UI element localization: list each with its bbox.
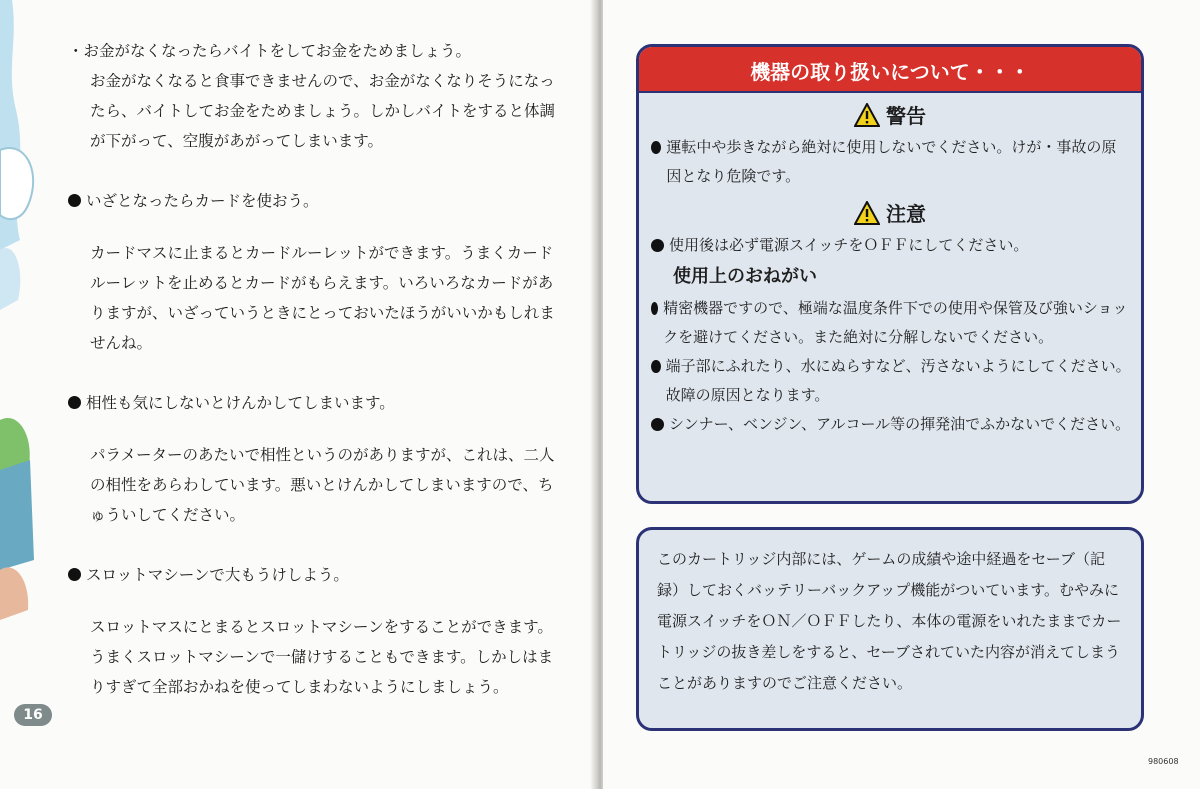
caution-title: 注意 — [886, 202, 926, 226]
section-4 — [68, 560, 568, 702]
bullet-dot-icon — [651, 360, 661, 373]
bullet-dot-icon — [651, 302, 658, 315]
bullet-dot-icon — [651, 239, 664, 252]
warning-triangle-icon — [854, 201, 880, 225]
warning-item-text: 運転中や歩きながら絶対に使用しないでください。けが・事故の原因となり危険です。 — [666, 138, 1117, 185]
section-3-heading-row — [68, 388, 568, 418]
usage-title: 使用上のおねがい — [673, 266, 817, 287]
left-page-text — [68, 36, 568, 702]
bullet-dot-icon — [68, 194, 81, 207]
bullet-dot-icon — [651, 141, 661, 154]
section-2 — [68, 186, 568, 358]
bullet-dot-icon — [651, 418, 664, 431]
device-handling-box — [636, 44, 1144, 504]
caution-item — [639, 231, 1141, 260]
caution-heading — [639, 197, 1141, 231]
page-number: 16 — [14, 704, 52, 726]
usage-item-text: シンナー、ベンジン、アルコール等の揮発油でふかないでください。 — [669, 415, 1131, 433]
caution-item-text: 使用後は必ず電源スイッチをＯＦＦにしてください。 — [669, 236, 1029, 254]
left-page — [0, 0, 597, 789]
usage-item — [639, 352, 1141, 410]
warning-heading — [639, 99, 1141, 133]
section-2-heading-row — [68, 186, 568, 216]
warning-item — [639, 133, 1141, 191]
section-4-body: スロットマスにとまるとスロットマシーンをすることができます。うまくスロットマシーンで一儲けすることもできます。しかしはまりすぎて全部おかねを使ってしまわないようにしましょう。 — [90, 618, 554, 696]
section-4-heading: スロットマシーンで大もうけしよう。 — [86, 566, 349, 584]
usage-item — [639, 294, 1141, 352]
section-2-heading: いざとなったらカードを使おう。 — [86, 192, 319, 210]
warning-title: 警告 — [886, 104, 926, 128]
section-3 — [68, 388, 568, 530]
usage-item-text: 端子部にふれたり、水にぬらすなど、汚さないようにしてください。故障の原因となります。 — [665, 357, 1131, 404]
usage-item-text: 精密機器ですので、極端な温度条件下での使用や保管及び強いショックを避けてください。また絶対に分解しないでください。 — [663, 299, 1128, 346]
bullet-dot-icon — [68, 568, 81, 581]
section-2-body: カードマスに止まるとカードルーレットができます。うまくカードルーレットを止めるとカードがもらえます。いろいろなカードがありますが、いざっていうときにとっておいたほうがいいかもしれませんね。 — [90, 244, 555, 352]
print-code: 980608 — [1148, 757, 1179, 766]
section-1-body: お金がなくなると食事できませんので、お金がなくなりそうになったら、バイトしてお金をためましょう。しかしバイトをすると体調が下がって、空腹があがってしまいます。 — [90, 72, 556, 150]
section-1 — [68, 36, 568, 156]
warning-triangle-icon — [854, 103, 880, 127]
section-3-heading: 相性も気にしないとけんかしてしまいます。 — [86, 394, 395, 412]
backup-notice-box — [636, 527, 1144, 731]
decorative-illustration — [0, 0, 60, 789]
device-handling-title: 機器の取り扱いについて・・・ — [639, 47, 1141, 93]
usage-item — [639, 410, 1141, 439]
section-3-body: パラメーターのあたいで相性というのがありますが、これは、二人の相性をあらわしています。悪いとけんかしてしまいますので、ちゅういしてください。 — [90, 446, 555, 524]
backup-notice-text: このカートリッジ内部には、ゲームの成績や途中経過をセーブ（記録）しておくバッテリーバックアップ機能がついています。むやみに電源スイッチをＯＮ／ＯＦＦしたり、本体の電源をいれたままでカートリッジの抜き差しをすると、セーブされていた内容が消えてしまうことがありますのでご注意ください。 — [657, 550, 1122, 692]
bullet-dot-icon — [68, 396, 81, 409]
section-4-heading-row — [68, 560, 568, 590]
section-1-heading: ・お金がなくなったらバイトをしてお金をためましょう。 — [68, 42, 472, 60]
